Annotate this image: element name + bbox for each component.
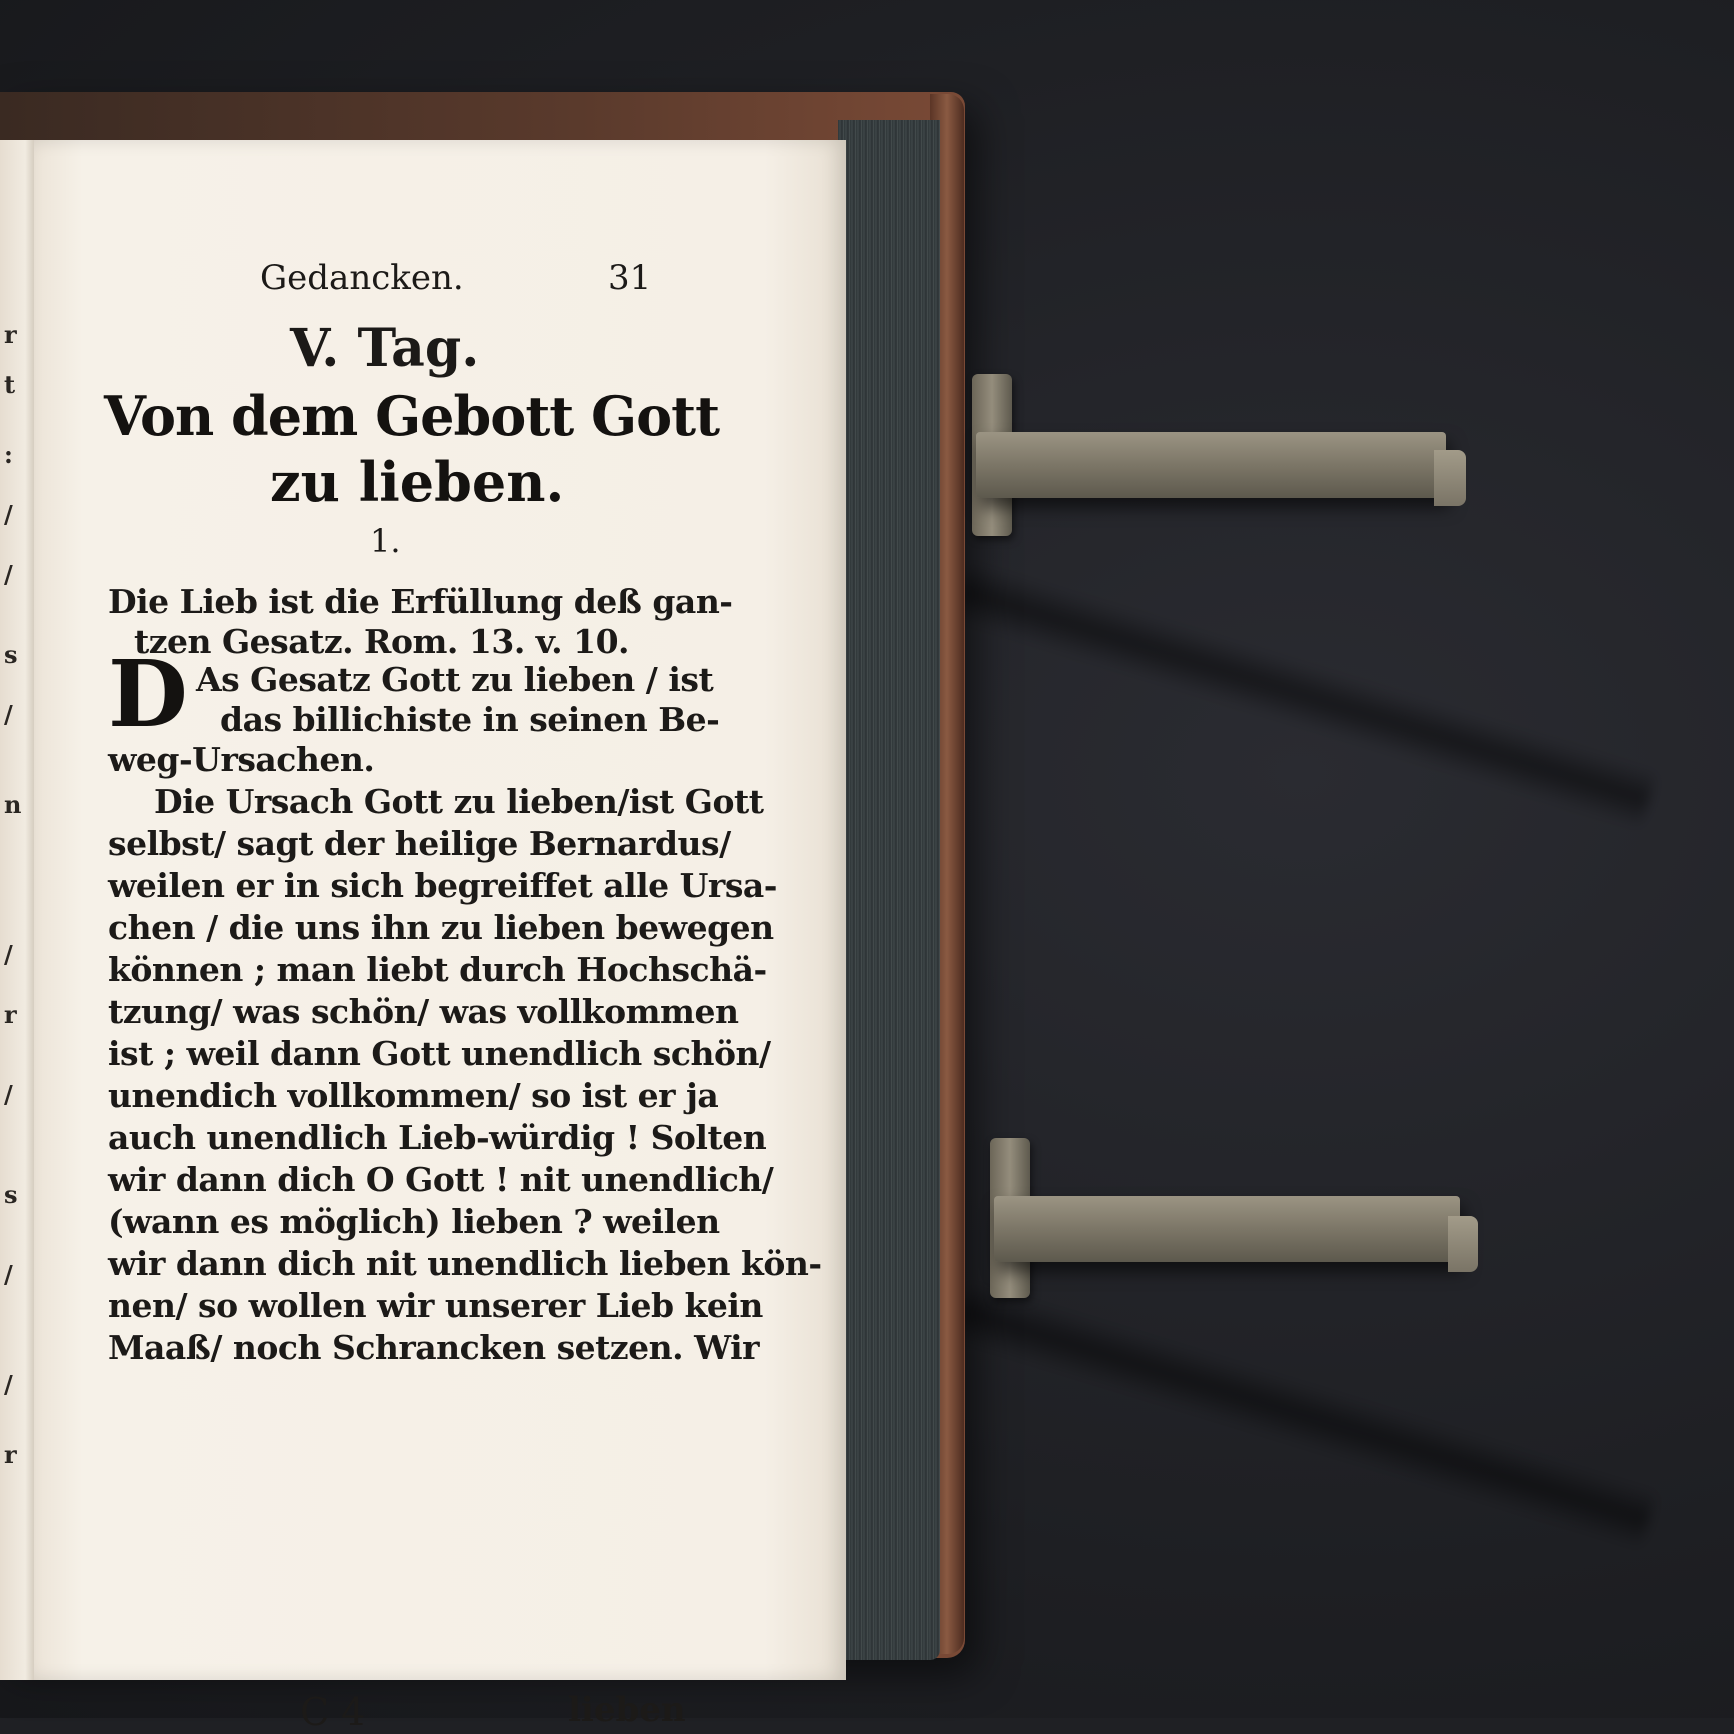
body-line: unendich vollkommen/ so ist er ja — [108, 1076, 719, 1115]
page-number: 31 — [608, 258, 652, 298]
chapter-title-line-2: zu lieben. — [270, 450, 565, 514]
body-line: (wann es möglich) lieben ? weilen — [108, 1202, 720, 1241]
body-line: As Gesatz Gott zu lieben / ist — [196, 660, 714, 699]
sliver-glyph: r — [4, 320, 17, 349]
signature-mark: C 4 — [300, 1690, 366, 1734]
sliver-glyph: / — [4, 500, 13, 529]
running-head: Gedancken. — [260, 258, 464, 298]
drop-cap: D — [108, 640, 188, 748]
sliver-glyph: / — [4, 1260, 13, 1289]
clamp-arm — [994, 1196, 1460, 1262]
body-line: auch unendlich Lieb-würdig ! Solten — [108, 1118, 767, 1157]
chapter-title-line-1: Von dem Gebott Gott — [104, 384, 720, 448]
sliver-glyph: / — [4, 560, 13, 589]
body-line: ist ; weil dann Gott unendlich schön/ — [108, 1034, 771, 1073]
sliver-glyph: s — [4, 1180, 18, 1209]
body-line: tzung/ was schön/ was vollkommen — [108, 992, 739, 1031]
body-line: nen/ so wollen wir unserer Lieb kein — [108, 1286, 763, 1325]
body-line: das billichiste in seinen Be- — [220, 700, 720, 739]
sliver-glyph: / — [4, 1080, 13, 1109]
day-heading: V. Tag. — [290, 318, 480, 379]
sliver-glyph: / — [4, 1370, 13, 1399]
body-line: wir dann dich O Gott ! nit unendlich/ — [108, 1160, 774, 1199]
sliver-glyph: / — [4, 940, 13, 969]
motto-line: Die Lieb ist die Erfüllung deß gan- — [108, 582, 733, 621]
section-number: 1. — [370, 522, 401, 560]
sliver-glyph: / — [4, 700, 13, 729]
sliver-glyph: t — [4, 370, 16, 399]
clamp-tip — [1448, 1216, 1478, 1272]
clamp-tip — [1434, 450, 1466, 506]
body-line: können ; man liebt durch Hochschä- — [108, 950, 767, 989]
facing-page-sliver — [0, 140, 36, 1680]
body-line: Die Ursach Gott zu lieben/ist Gott — [154, 782, 764, 821]
body-line: weg-Ursachen. — [108, 740, 375, 779]
body-line: weilen er in sich begreiffet alle Ursa- — [108, 866, 777, 905]
clamp-arm — [976, 432, 1446, 498]
sliver-glyph: r — [4, 1000, 17, 1029]
body-line: Maaß/ noch Schrancken setzen. Wir — [108, 1328, 760, 1367]
sliver-glyph: r — [4, 1440, 17, 1469]
catchword: lieben — [568, 1690, 686, 1730]
sliver-glyph: : — [4, 440, 13, 469]
sliver-glyph: n — [4, 790, 22, 819]
sliver-glyph: s — [4, 640, 18, 669]
body-line: chen / die uns ihn zu lieben bewegen — [108, 908, 774, 947]
body-line: wir dann dich nit unendlich lieben kön- — [108, 1244, 822, 1283]
page-edges — [838, 120, 940, 1660]
body-line: selbst/ sagt der heilige Bernardus/ — [108, 824, 731, 863]
motto-line: tzen Gesatz. Rom. 13. v. 10. — [134, 622, 630, 661]
